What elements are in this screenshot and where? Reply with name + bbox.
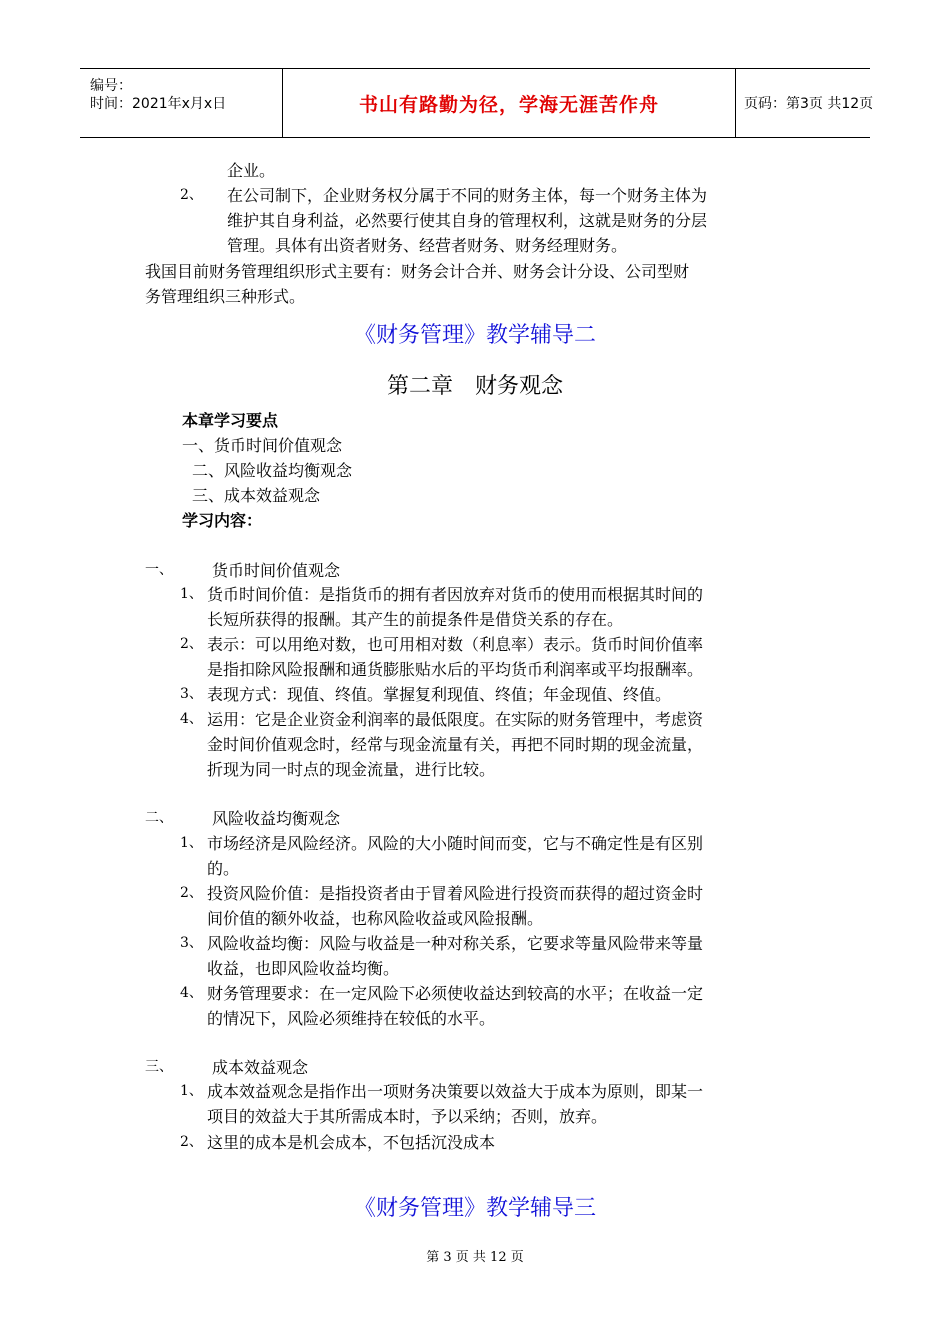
header-left-cell: [80, 69, 283, 137]
item-line: 折现为同一时点的现金流量，进行比较。: [207, 760, 496, 779]
item-number: 1、: [180, 586, 203, 602]
section-number: 二、: [145, 810, 173, 826]
intro-item-2-line: 管理。具体有出资者财务、经营者财务、财务经理财务。: [227, 236, 628, 255]
item-line: 表示：可以用绝对数，也可用相对数（利息率）表示。货币时间价值率: [207, 635, 704, 654]
page-info: 页码：第3页 共12页: [744, 96, 874, 112]
header-table: [80, 68, 874, 138]
key-point-item: 三、成本效益观念: [192, 486, 321, 505]
item-line: 这里的成本是机会成本，不包括沉没成本: [207, 1133, 496, 1152]
key-point-item: 一、货币时间价值观念: [182, 436, 343, 455]
item-line: 投资风险价值：是指投资者由于冒着风险进行投资而获得的超过资金时: [207, 884, 704, 903]
item-number: 3、: [180, 935, 203, 951]
item-line: 长短所获得的报酬。其产生的前提条件是借贷关系的存在。: [207, 610, 624, 629]
intro-item-2-line: 在公司制下，企业财务权分属于不同的财务主体，每一个财务主体为: [227, 186, 708, 205]
section-title: 货币时间价值观念: [212, 561, 341, 580]
key-points-heading: 本章学习要点: [182, 411, 279, 430]
item-line: 财务管理要求：在一定风险下必须使收益达到较高的水平；在收益一定: [207, 984, 704, 1003]
item-number: 1、: [180, 835, 203, 851]
item-line: 的情况下，风险必须维持在较低的水平。: [207, 1009, 496, 1028]
key-point-item: 二、风险收益均衡观念: [192, 461, 353, 480]
item-number: 2、: [180, 1134, 203, 1150]
item-number: 3、: [180, 686, 203, 702]
section-title-2: 《财务管理》教学辅导二: [353, 323, 596, 348]
intro-item-2-line: 维护其自身利益，必然要行使其自身的管理权利，这就是财务的分层: [227, 211, 708, 230]
item-number: 2、: [180, 885, 203, 901]
number-label: 编号：: [90, 78, 132, 94]
section-number: 一、: [145, 562, 173, 578]
section-number: 三、: [145, 1059, 173, 1075]
item-line: 市场经济是风险经济。风险的大小随时间而变，它与不确定性是有区别: [207, 834, 704, 853]
intro-paragraph-line: 务管理组织三种形式。: [145, 287, 306, 306]
item-number: 4、: [180, 711, 203, 727]
item-line: 金时间价值观念时，经常与现金流量有关，再把不同时期的现金流量，: [207, 735, 704, 754]
item-line: 项目的效益大于其所需成本时，予以采纳；否则，放弃。: [207, 1107, 608, 1126]
item-line: 运用：它是企业资金利润率的最低限度。在实际的财务管理中，考虑资: [207, 710, 704, 729]
item-line: 的。: [207, 859, 240, 878]
intro-item-2-number: 2、: [180, 187, 203, 203]
item-line: 是指扣除风险报酬和通货膨胀贴水后的平均货币利润率或平均报酬率。: [207, 660, 704, 679]
item-number: 1、: [180, 1083, 203, 1099]
item-number: 2、: [180, 636, 203, 652]
header-right-cell: [736, 69, 874, 137]
section-title-3: 《财务管理》教学辅导三: [353, 1196, 596, 1221]
motto-text: 书山有路勤为径，学海无涯苦作舟: [358, 94, 659, 116]
content-heading: 学习内容：: [182, 511, 263, 530]
item-line: 成本效益观念是指作出一项财务决策要以效益大于成本为原则，即某一: [207, 1082, 704, 1101]
header-center-cell: [283, 69, 736, 137]
item-line: 收益，也即风险收益均衡。: [207, 959, 400, 978]
section-title: 风险收益均衡观念: [212, 809, 341, 828]
item-line: 间价值的额外收益，也称风险收益或风险报酬。: [207, 909, 544, 928]
intro-continued-line: 企业。: [227, 161, 276, 180]
item-number: 4、: [180, 985, 203, 1001]
time-label: 时间：2021年x月x日: [90, 96, 227, 112]
section-title: 成本效益观念: [212, 1058, 309, 1077]
item-line: 表现方式：现值、终值。掌握复利现值、终值；年金现值、终值。: [207, 685, 672, 704]
item-line: 风险收益均衡：风险与收益是一种对称关系，它要求等量风险带来等量: [207, 934, 704, 953]
item-line: 货币时间价值：是指货币的拥有者因放弃对货币的使用而根据其时间的: [207, 585, 704, 604]
chapter-title: 第二章 财务观念: [386, 374, 563, 399]
page-footer: 第 3 页 共 12 页: [426, 1250, 524, 1265]
intro-paragraph-line: 我国目前财务管理组织形式主要有：财务会计合并、财务会计分设、公司型财: [145, 262, 690, 281]
